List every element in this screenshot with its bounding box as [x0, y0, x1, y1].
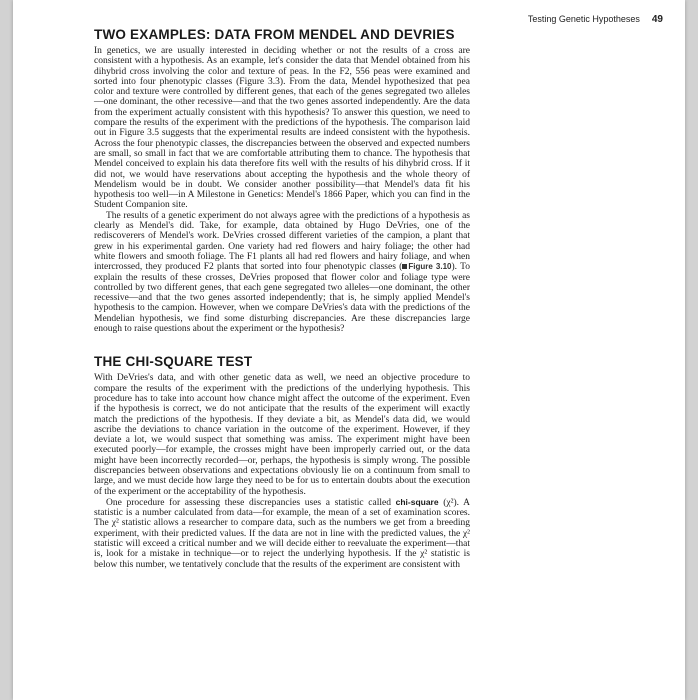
section-heading-two-examples: TWO EXAMPLES: DATA FROM MENDEL AND DEVRIES: [94, 27, 455, 42]
paragraph-mendel-data: In genetics, we are usually interested in deciding whether or not the results of a cross are consistent with a hypothesis. As an example, let's consider the data that Mendel obtained from his dihybrid cross involving the color and texture of peas. In the F2, 556 peas were examined and sorted into four phenotypic classes (Figure 3.3). From the data, Mendel hypothesized that pea color and texture were controlled by different genes, that each of the genes segregated two alleles—one dominant, the other recessive—and that the two genes assorted independently. Are the data from the experiment actually consistent with this hypothesis? To answer this question, we need to compare the results of the experiment with the predictions of the hypothesis. The comparison laid out in Figure 3.5 suggests that the experimental results are indeed consistent with the hypothesis. Across the four phenotypic classes, the discrepancies between the observed and expected numbers are small, so small in fact that we are comfortable attributing them to chance. The hypothesis that Mendel conceived to explain his data therefore fits well with the results of his dihybrid cross. If it did not, we would have reservations about accepting the hypothesis and the whole theory of Mendelism would be in doubt. We consider another possibility—that Mendel's data fit his hypothesis too well—in A Milestone in Genetics: Mendel's 1866 Paper, which you can find in the Student Companion site.: [94, 46, 470, 211]
figure-reference-link[interactable]: [402, 262, 451, 271]
figure-reference-label: Figure 3.10: [408, 262, 452, 272]
paragraph-devries-text-a: The results of a genetic experiment do not always agree with the predictions of a hypothesis as clearly as Mendel's did. Take, for example, data obtained by Hugo DeVries, one of the rediscoverers of Mendel's work. DeVries crossed different varieties of the campion, a plant that grew in his experimental garden. One variety had red flowers and hairy foliage; the other had white flowers and smooth foliage. The F1 plants all had red flowers and hairy foliage, and when intercrossed, they produced F2 plants that sorted into four phenotypic classes (: [94, 210, 470, 273]
section-heading-chi-square: THE CHI-SQUARE TEST: [94, 354, 253, 370]
document-page: [13, 0, 685, 700]
paragraph-chi-square-statistic: [94, 497, 470, 570]
paragraph-objective-procedure: With DeVries's data, and with other genetic data as well, we need an objective procedure to compare the results of the experiment with the predictions of the underlying hypothesis. This procedure has to take into account how chance might affect the outcome of the experiment. Even if the hypothesis is correct, we do not anticipate that the results of the experiment will exactly match the predictions of the hypothesis. If they deviate a bit, as Mendel's data did, we would ascribe the deviations to chance variation in the outcome of the experiment. However, if they deviate a lot, we would suspect that something was amiss. The experiment might have been executed poorly—for example, the crosses might have been improperly carried out, or the data might have been incorrectly recorded—or, perhaps, the hypothesis is simply wrong. The possible discrepancies between observations and expectations obviously lie on a continuum from small to large, and we must decide how large they need to be for us to entertain doubts about the execution of the experiment or the acceptability of the hypothesis.: [94, 373, 470, 497]
text-column: [94, 27, 470, 570]
running-title: Testing Genetic Hypotheses: [527, 14, 640, 24]
page-number: 49: [651, 14, 663, 25]
paragraph-devries-text-b: ). To explain the results of these crosses, DeVries proposed that flower color and foliage type were controlled by two different genes, that each gene segregated two alleles—one dominant, the other recessive—and that the two genes assorted independently; that is, he simply applied Mendel's hypothesis to the campion. However, when we compare DeVries's data with the predictions of the Mendelian hypothesis, we find some disturbing discrepancies. Are these discrepancies large enough to raise questions about the experiment or the hypothesis?: [94, 262, 470, 335]
figure-marker-icon: [402, 264, 407, 269]
running-head: [528, 14, 663, 25]
paragraph-chi-text-b: (χ²). A statistic is a number calculated from data—for example, the mean of a set of examination scores. The χ² statistic allows a researcher to compare data, such as the numbers we get from a breeding experiment, with their predicted values. If the data are not in line with the predicted values, the χ² statistic will exceed a critical number and we will decide either to reevaluate the experiment—that is, look for a mistake in technique—or to reject the underlying hypothesis. If the χ² statistic is below this number, we tentatively conclude that the results of the experiment are consistent with: [94, 497, 470, 570]
key-term-chi-square: chi-square: [395, 496, 439, 507]
paragraph-devries-data: [94, 211, 470, 335]
paragraph-chi-text-a: One procedure for assessing these discrepancies uses a statistic called: [106, 497, 396, 508]
